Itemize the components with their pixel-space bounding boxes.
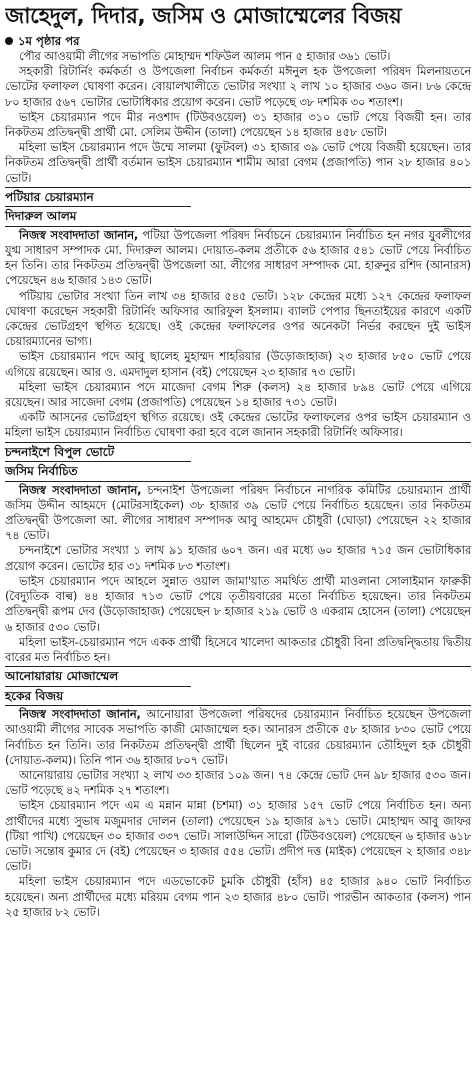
article-paragraph [5, 410, 471, 440]
section-divider [5, 666, 471, 667]
paragraph-text: মহিলা ভাইস চেয়ারম্যান পদে মাজেদা বেগম শিরু (কলস) ২৪ হাজার ৮৯৪ ভোট পেয়ে এগিয়ে রয়েছেন। আর সাজেদা বেগম (প্রজাপতি) পেয়েছেন ১৪ হাজার ৭৩১ ভোট। [5, 379, 471, 410]
paragraph-text: ভাইস চেয়ারম্যান পদে মীর নওশাদ (টিউবওয়েল) ৩১ হাজার ৩১০ ভোট পেয়ে বিজয়ী হন। তার নিকটতম প্রতিদ্বন্দ্বী প্রার্থী মো. সেলিম উদ্দীন (তালা) পেয়েছেন ১৪ হাজার ৪৫৮ ভোট। [5, 109, 471, 140]
section-title: দিদারুল আলম [5, 209, 77, 224]
dateline: নিজস্ব সংবাদদাতা জানান, [19, 707, 141, 722]
article-paragraph [5, 289, 471, 350]
article-paragraph [5, 49, 471, 64]
kicker-underline [5, 206, 191, 207]
article-paragraph [5, 228, 471, 289]
article-paragraph [5, 543, 471, 573]
paragraph-text: আনোয়ারায় ভোটার সংখ্যা ২ লাখ ৩৩ হাজার ১০৯ জন। ৭৪ কেন্দ্রে ভোট দেন ৯৮ হাজার ৫৩০ জন। ভোট পড়েছে ৪২ দশমিক ২৭ শতাংশ। [5, 767, 471, 798]
paragraph-text: চন্দনাইশে ভোটার সংখ্যা ১ লাখ ৯১ হাজার ৬০৭ জন। এর মধ্যে ৬০ হাজার ৭১৫ জন ভোটাধিকার প্রয়োগ করেন। ভোটের হার ৩১ দশমিক ৮৩ শতাংশ। [5, 543, 471, 573]
headline: জাহেদুল, দিদার, জসিম ও মোজাম্মেলের বিজয় [5, 4, 402, 29]
article-paragraph [5, 874, 471, 920]
section-kicker: আনোয়ারায় মোজাম্মেল [5, 669, 119, 684]
article-paragraph [5, 707, 471, 768]
article-paragraph [5, 768, 471, 798]
article-paragraph [5, 574, 471, 635]
article-paragraph [5, 110, 471, 140]
section-title-underline [5, 226, 471, 227]
paragraph-text: পটিয়া উপজেলা পরিষদ নির্বাচনে চেয়ারম্যান নির্বাচিত হন নগর যুবলীগের যুগ্ম সাধারণ সম্পাদক মো. দিদারুল আলম। দোয়াত-কলম প্রতীকে ৫৬ হাজার ৫৪১ ভোট পেয়ে নির্বাচিত হন তিনি। তার নিকটতম প্রতিদ্বন্দ্বী উপজেলা আ. লীগের সাধারণ সম্পাদক মো. হারুনুর রশিদ (আনারস) পেয়েছেন ৪৬ হাজার ১৪৩ ভোট। [5, 227, 471, 288]
paragraph-text: পটিয়ায় ভোটার সংখ্যা তিন লাখ ৩৪ হাজার ৫৪৫ ভোট। ১২৮ কেন্দ্রের মধ্যে ১২৭ কেন্দ্রের ফলাফল ঘোষণা করেছেন সহকারী রিটার্নিং অফিসার আরিফুল ইসলাম। ব্যালট পেপার ছিনতাইয়ের কারণে একটি কেন্দ্রের ভোটগ্রহণ স্থগিত হয়েছে। ওই কেন্দ্রের ফলাফলের ওপর অনেকটা নির্ভর করছেন দুই ভাইস চেয়ারম্যানের ভাগ্য। [5, 288, 471, 349]
dateline: নিজস্ব সংবাদদাতা জানান, [19, 227, 139, 242]
section-divider [5, 187, 471, 188]
continued-marker [5, 34, 471, 49]
article-paragraph [5, 349, 471, 379]
article-paragraph [5, 483, 471, 544]
paragraph-text: একটি আসনের ভোটগ্রহণ স্থগিত রয়েছে। ওই কেন্দ্রের ভোটের ফলাফলের ওপর ভাইস চেয়ারম্যান ও মহিলা ভাইস চেয়ারম্যান নির্বাচিত ঘোষণা করা হবে বলে জানান সহকারী রিটার্নিং অফিসার। [5, 410, 471, 440]
section-title: জসিম নির্বাচিত [5, 464, 78, 479]
article-paragraph [5, 140, 471, 186]
kicker-underline [5, 461, 191, 462]
paragraph-text: আনোয়ারা উপজেলা পরিষদের চেয়ারম্যান নির্বাচিত হয়েছেন উপজেলা আওয়ামী লীগের সাবেক সভাপতি কাজী মোজাম্মেল হক। আনারস প্রতীকে ৫৮ হাজার ৮৩০ ভোট পেয়ে নির্বাচিত হন তিনি। তার নিকটতম প্রতিদ্বন্দ্বী প্রার্থী ছিলেন দুই বারের চেয়ারম্যান তৌহিদুল হক চৌধুরী (দোয়াত-কলম)। তিনি পান ৩৬ হাজার ৮০৭ ভোট। [5, 707, 472, 767]
paragraph-text: ভাইস চেয়ারম্যান পদে এম এ মন্নান মান্না (চশমা) ৩১ হাজার ১৫৭ ভোট পেয়ে নির্বাচিত হন। অন্য প্রার্থীদের মধ্যে সুভাষ মজুমদার দোলন (তালা) পেয়েছেন ১৯ হাজার ৯৭১ ভোট। মোহাম্মদ আবু জাফর (টিয়া পাখি) পেয়েছেন ৩০ হাজার ৩৩৭ ভোট। সালাউদ্দিন সারো (টিউবওয়েল) পেয়েছেন ৬ হাজার ৬১৮ ভোট। সন্তোষ কুমার দে (বই) পেয়েছেন ৩ হাজার ৫৫৪ ভোট। প্রদীপ দত্ত (মাইক) পেয়েছেন ২ হাজার ৩৪৮ ভোট। [5, 798, 471, 874]
section-title: হকের বিজয় [5, 688, 64, 703]
article-paragraph [5, 798, 471, 874]
paragraph-text: সহকারী রিটার্নিং কর্মকর্তা ও উপজেলা নির্বাচন কর্মকর্তা মঈনুল হক উপজেলা পরিষদ মিলনায়তনে ভোটের ফলাফল ঘোষণা করেন। বোয়ালখালীতে ভোটার সংখ্যা ২ লাখ ১০ হাজার ৩৬০ জন। ৮৬ কেন্দ্রে ৮০ হাজার ৫৬৭ ভোটার ভোটাধিকার প্রয়োগ করেন। ভোট পড়েছে ৩৮ দশমিক ৩০ শতাংশ। [5, 64, 471, 109]
article-paragraph [5, 64, 471, 110]
bullet-icon [5, 37, 13, 45]
section-kicker: পটিয়ার চেয়ারম্যান [5, 189, 94, 204]
paragraph-text: চন্দনাইশ উপজেলা পরিষদ নির্বাচনে নাগরিক কমিটির চেয়ারম্যান প্রার্থী জসিম উদ্দীন আহমদে (মোটরসাইকেল) ৩৮ হাজার ৩৯ ভোট পেয়ে নির্বাচিত হয়েছেন। তার নিকটতম প্রতিদ্বন্দ্বী উপজেলা আ. লীগের সাধারণ সম্পাদক আবু আহমেদ চৌধুরী (ঘোড়া) পেয়েছেন ২২ হাজার ৭৪ ভোট। [5, 482, 471, 543]
kicker-underline [5, 686, 191, 687]
continued-label: ১ম পৃষ্ঠার পর [18, 34, 80, 48]
section-title-underline [5, 481, 471, 482]
article-paragraph [5, 380, 471, 410]
article-body [5, 49, 471, 920]
section-title-underline [5, 705, 471, 706]
paragraph-text: মহিলা ভাইস চেয়ারম্যান পদে এডভোকেট চুমকি চৌধুরী (হাঁস) ৪৫ হাজার ৯৪০ ভোট নির্বাচিত হয়েছেন। অন্য প্রার্থীদের মধ্যে মরিয়ম বেগম পান ২৩ হাজার ৪৮০ ভোট। পারভীন আকতার (কলস) পান ২৫ হাজার ৮২ ভোট। [5, 874, 471, 919]
dateline: নিজস্ব সংবাদদাতা জানান, [19, 482, 142, 497]
article-paragraph [5, 635, 471, 665]
paragraph-text: মহিলা ভাইস-চেয়ারম্যান পদে একক প্রার্থী হিসেবে খালেদা আকতার চৌধুরী বিনা প্রতিদ্বন্দ্বিতায় দ্বিতীয় বারের মত নির্বাচিত হন। [5, 634, 471, 664]
section-divider [5, 442, 471, 443]
paragraph-text: পৌর আওয়ামী লীগের সভাপতি মোহাম্মদ শফিউল আলম পান ৫ হাজার ৩৬১ ভোট। [19, 49, 391, 63]
paragraph-text: মহিলা ভাইস চেয়ারম্যান পদে উম্মে সালমা (ফুটবল) ৩১ হাজার ৩৯ ভোট পেয়ে বিজয়ী হয়েছেন। তার নিকটতম প্রতিদ্বন্দ্বী প্রার্থী বর্তমান ভাইস চেয়ারম্যান শামীম আরা বেগম (প্রজাপতি) পান ২৮ হাজার ৪০১ ভোট। [5, 140, 471, 185]
paragraph-text: ভাইস চেয়ারম্যান পদে আবু ছালেহ মুহাম্মদ শাহরিয়ার (উড়োজাহাজ) ২৩ হাজার ৮৫০ ভোট পেয়ে এগিয়ে রয়েছেন। আর ও. এমদাদুল হাসান (বই) পেয়েছেন ২৩ হাজার ৭৩ ভোট। [5, 349, 471, 379]
section-kicker: চন্দনাইশে বিপুল ভোটে [5, 444, 115, 459]
paragraph-text: ভাইস চেয়ারম্যান পদে আহলে সুন্নাত ওয়াল জামা'য়াত সমর্থিত প্রার্থী মাওলানা সোলাইমান ফারুকী (বৈদ্যুতিক বাল্ব) ৪৪ হাজার ৭১৩ ভোট পেয়ে তৃতীয়বারের মতো নির্বাচিত হয়েছেন। তার নিকটতম প্রতিদ্বন্দ্বী রূপম দেব (উড়োজাহাজ) পেয়েছেন ৮ হাজার ২১৯ ভোট ও একরাম হোসেন (তালা) পেয়েছেন ৬ হাজার ৫৩০ ভোট। [5, 573, 471, 634]
